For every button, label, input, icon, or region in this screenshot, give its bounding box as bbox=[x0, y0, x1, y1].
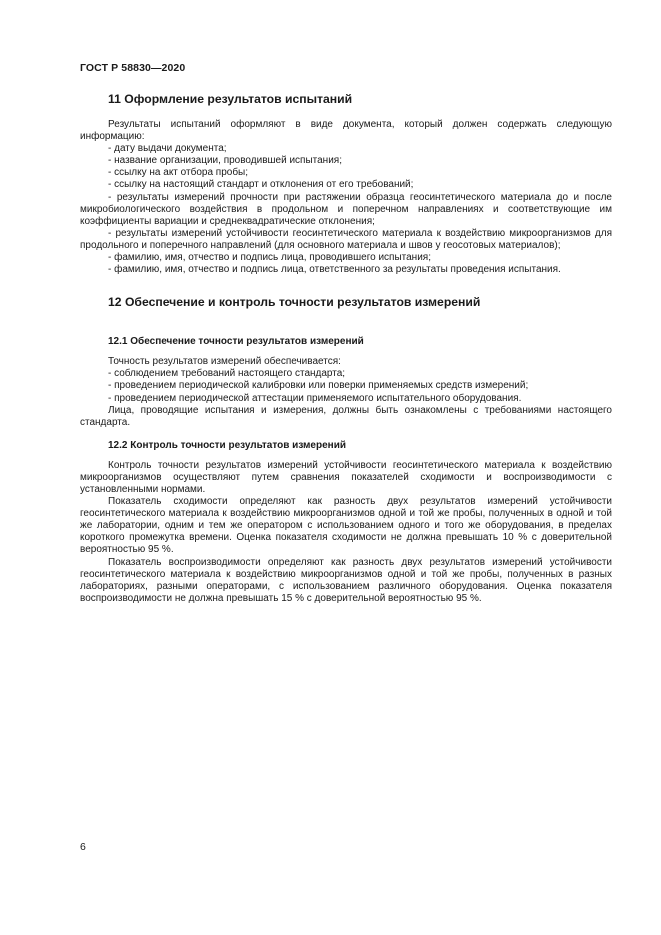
list-item: - ссылку на акт отбора пробы; bbox=[108, 167, 249, 179]
document-standard-number: ГОСТ Р 58830—2020 bbox=[80, 62, 186, 74]
paragraph: Контроль точности результатов измерений устойчивости геосинтетического материала к воздействию микроорганизмов осуществляют путем сравнения показателей сходимости и воспроизводимости с установленными нормами. bbox=[80, 459, 612, 495]
section-11-intro: Результаты испытаний оформляют в виде документа, который должен содержать следующую информацию: bbox=[80, 119, 612, 143]
page-content bbox=[80, 92, 612, 605]
subsection-12-2-title: 12.2 Контроль точности результатов измерений bbox=[108, 439, 347, 451]
subsection-12-1-title: 12.1 Обеспечение точности результатов измерений bbox=[108, 336, 364, 348]
list-item: - проведением периодической калибровки или поверки применяемых средств измерений; bbox=[108, 380, 529, 392]
list-item: - дату выдачи документа; bbox=[108, 143, 227, 155]
list-item: - результаты измерений прочности при растяжении образца геосинтетического материала до и после микробиологического воздействия в продольном и поперечном направлениях и соответствующие им коэффициенты вариации и среднеквадратические отклонения; bbox=[80, 191, 612, 227]
subsection-12-1-note: Лица, проводящие испытания и измерения, должны быть ознакомлены с требованиями настоящего стандарта. bbox=[80, 404, 612, 428]
subsection-12-1-intro: Точность результатов измерений обеспечивается: bbox=[108, 356, 341, 368]
paragraph: Показатель воспроизводимости определяют как разность двух результатов измерений устойчивости геосинтетического материала к воздействию микроорганизмов одной и той же пробы, полученных в разных лабораториях, разными операторами, с использованием различного оборудования. Оценка показателя воспроизводимости не должна превышать 15 % с доверительной вероятностью 95 %. bbox=[80, 556, 612, 604]
list-item: - соблюдением требований настоящего стандарта; bbox=[108, 368, 346, 380]
list-item: - название организации, проводившей испытания; bbox=[108, 155, 342, 167]
paragraph: Показатель сходимости определяют как разность двух результатов измерений устойчивости геосинтетического материала к воздействию микроорганизмов одной и той же пробы, полученных в одной и той же лаборатории, одним и тем же оператором с использованием одного и того же оборудования, в пределах короткого промежутка времени. Оценка показателя сходимости не должна превышать 10 % с доверительной вероятностью 95 %. bbox=[80, 496, 612, 556]
section-11-title: 11 Оформление результатов испытаний bbox=[108, 92, 353, 106]
section-12-title: 12 Обеспечение и контроль точности результатов измерений bbox=[108, 295, 481, 310]
page-number: 6 bbox=[80, 841, 86, 853]
list-item: - фамилию, имя, отчество и подпись лица, проводившего испытания; bbox=[108, 252, 431, 264]
list-item: - проведением периодической аттестации применяемого испытательного оборудования. bbox=[108, 392, 522, 404]
list-item: - результаты измерений устойчивости геосинтетического материала к воздействию микроорганизмов для продольного и поперечного направлений (для основного материала и швов у геосотовых материалов); bbox=[80, 227, 612, 251]
list-item: - ссылку на настоящий стандарт и отклонения от его требований; bbox=[108, 179, 414, 191]
list-item: - фамилию, имя, отчество и подпись лица, ответственного за результаты проведения испытания. bbox=[108, 264, 561, 276]
